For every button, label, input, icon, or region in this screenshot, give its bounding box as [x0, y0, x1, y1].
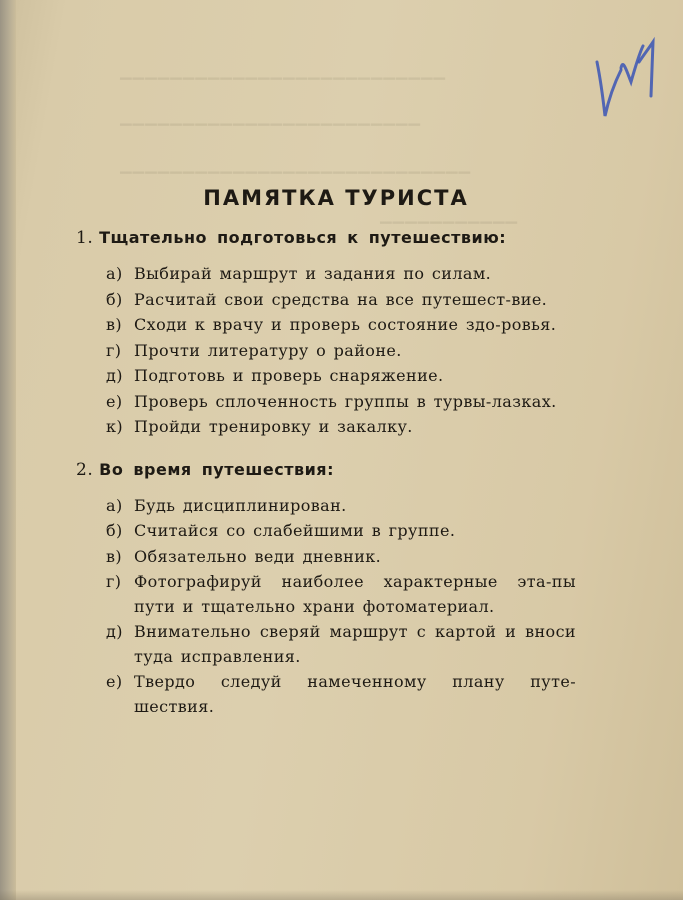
bleed-through-line: ▁▁▁▁▁▁▁▁▁▁▁ [380, 206, 518, 224]
item-letter: б) [106, 289, 123, 309]
item-letter: е) [106, 672, 123, 691]
item-letter: д) [106, 366, 123, 385]
list-item [106, 620, 576, 669]
bleed-through-line: ▁▁▁▁▁▁▁▁▁▁▁▁▁▁▁▁▁▁▁▁▁▁▁▁▁▁ [120, 62, 446, 80]
bleed-through-line: ▁▁▁▁▁▁▁▁▁▁▁▁▁▁▁▁▁▁▁▁▁▁▁▁▁▁▁▁ [120, 156, 471, 174]
list-item [106, 262, 576, 287]
item-text: Обязательно веди дневник. [134, 546, 382, 566]
list-item [106, 545, 576, 570]
section-heading [76, 228, 576, 248]
item-text: Расчитай свои средства на все путешест-вие. [134, 289, 548, 309]
item-text: Твердо следуй намеченному плану путе-шествия. [134, 672, 576, 716]
item-letter: а) [106, 264, 123, 283]
item-letter: а) [106, 495, 123, 515]
section-heading-text: Во время путешествия: [99, 459, 334, 479]
during-trip-list [76, 494, 576, 720]
section-heading [76, 460, 576, 480]
item-letter: д) [106, 622, 123, 641]
section-heading-text: Тщательно подготовься к путешествию: [99, 228, 507, 247]
list-item [106, 313, 576, 338]
item-letter: в) [106, 315, 123, 334]
item-text: Фотографируй наиболее характерные эта-пы пути и тщательно храни фотоматериал. [134, 572, 576, 616]
item-text: Считайся со слабейшими в группе. [134, 521, 456, 540]
item-text: Прочти литературу о районе. [134, 340, 402, 360]
page-bottom-edge [0, 890, 683, 900]
list-item [106, 415, 576, 440]
item-letter: г) [106, 340, 122, 360]
list-item [106, 390, 576, 415]
memo-content [76, 186, 576, 720]
item-text: Выбирай маршрут и задания по силам. [134, 264, 492, 283]
list-item [106, 288, 576, 313]
list-item [106, 570, 576, 619]
section-preparation [76, 228, 576, 440]
item-text: Будь дисциплинирован. [134, 495, 347, 515]
section-number: 2. [76, 459, 94, 480]
item-letter: б) [106, 521, 123, 540]
section-during-trip [76, 460, 576, 720]
item-text: Проверь сплоченность группы в турвы-лазках. [134, 391, 557, 411]
preparation-list [76, 262, 576, 440]
list-item [106, 494, 576, 519]
item-text: Сходи к врачу и проверь состояние здо-ровья. [134, 315, 557, 334]
item-text: Пройди тренировку и закалку. [134, 417, 413, 436]
list-item [106, 519, 576, 544]
item-letter: к) [106, 417, 124, 436]
list-item [106, 670, 576, 719]
item-letter: г) [106, 572, 122, 591]
item-text: Внимательно сверяй маршрут с картой и вноси туда исправления. [134, 622, 576, 666]
item-letter: е) [106, 391, 123, 411]
item-text: Подготовь и проверь снаряжение. [134, 366, 444, 385]
handwritten-pen-mark [591, 32, 661, 122]
list-item [106, 339, 576, 364]
page-spine [0, 0, 16, 900]
page-title: ПАМЯТКА ТУРИСТА [203, 186, 469, 210]
bleed-through-line: ▁▁▁▁▁▁▁▁▁▁▁▁▁▁▁▁▁▁▁▁▁▁▁▁ [120, 108, 421, 126]
item-letter: в) [106, 546, 123, 566]
list-item [106, 364, 576, 389]
section-number: 1. [76, 228, 94, 248]
